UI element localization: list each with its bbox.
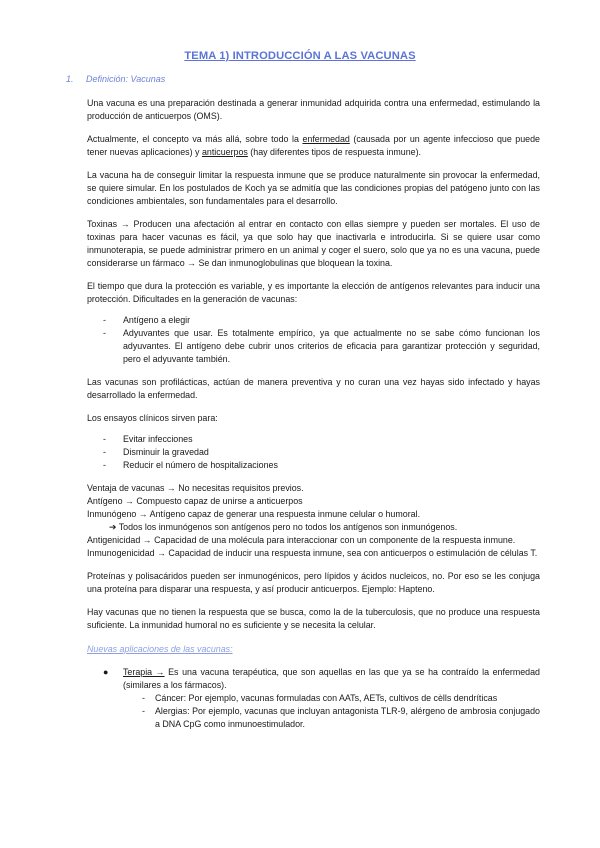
definition-antigeno: Antígeno → Compuesto capaz de unirse a anticuerpos — [87, 496, 303, 506]
section-heading — [66, 73, 540, 86]
therapy-item — [87, 666, 540, 692]
list-item-text: Cáncer: Por ejemplo, vacunas formuladas con AATs, AETs, cultivos de cèlls dendríticas — [155, 693, 498, 703]
text-run: (hay diferentes tipos de respuesta inmune). — [247, 147, 422, 157]
paragraph-definition: Una vacuna es una preparación destinada a generar inmunidad adquirida contra una enfermedad, estimulando la producción de anticuerpos (OMS). — [87, 98, 540, 121]
definitions-block — [87, 482, 540, 560]
list-item-text: Adyuvantes que usar. Es totalmente empírico, ya que actualmente no se sabe cómo funcionan los adyuvantes. El antígeno debe cubrir unos criterios de eficacia para garantizar protección y seguridad, pero el adyuvante también. — [123, 328, 540, 364]
new-applications-heading: Nuevas aplicaciones de las vacunas: — [87, 644, 233, 654]
underlined-term-anticuerpos: anticuerpos — [201, 147, 248, 157]
list-item-text: Reducir el número de hospitalizaciones — [123, 460, 278, 470]
list-item-text: Disminuir la gravedad — [123, 447, 209, 457]
definition-inmunogeno: Inmunógeno → Antígeno capaz de generar una respuesta inmune celular o humoral. — [87, 509, 421, 519]
paragraph-trials-intro: Los ensayos clínicos sirven para: — [87, 413, 218, 423]
paragraph-koch: La vacuna ha de conseguir limitar la respuesta inmune que se produce naturalmente sin provocar la enfermedad, se quiere simular. En los postulados de Koch ya se admitía que las condiciones propias del patógeno junto con las condiciones ambientales, son fundamentales para el desarrollo. — [87, 170, 540, 206]
list-item — [87, 692, 540, 705]
therapy-label: Terapia → — [123, 667, 165, 677]
list-item — [87, 314, 540, 327]
text-run: (causada por un agente infeccioso que puede tener nuevas aplicaciones) y — [87, 134, 540, 157]
definition-ventaja: Ventaja de vacunas → No necesitas requisitos previos. — [87, 483, 304, 493]
list-item — [87, 446, 540, 459]
trials-list — [87, 433, 540, 472]
dash-marker: - — [103, 328, 106, 338]
paragraph-tuberculosis: Hay vacunas que no tienen la respuesta que se busca, como la de la tuberculosis, que no produce una respuesta suficiente. La inmunidad humoral no es suficiente y se necesita la celular. — [87, 607, 540, 630]
paragraph-proteins: Proteínas y polisacáridos pueden ser inmunogénicos, pero lípidos y ácidos nucleicos, no. Por eso se les conjuga una proteína para disparar una respuesta, y así producir anticuerpos. Ejemplo: Hapteno. — [87, 571, 540, 594]
dash-marker: - — [103, 460, 106, 470]
paragraph-protection: El tiempo que dura la protección es variable, y es importante la elección de antígenos relevantes para inducir una protección. Dificultades en la generación de vacunas: — [87, 281, 540, 304]
list-item-text: Alergias: Por ejemplo, vacunas que incluyan antagonista TLR-9, alérgeno de ambrosia conjugado a DNA CpG como inmunoestimulador. — [155, 706, 540, 729]
list-item-text: Antígeno a elegir — [123, 315, 191, 325]
dash-marker: - — [103, 447, 106, 457]
dash-marker: - — [142, 693, 145, 703]
dash-marker: - — [103, 315, 106, 325]
section-number: 1. — [66, 74, 74, 84]
paragraph-concept — [87, 133, 540, 159]
list-item — [87, 705, 540, 731]
difficulties-list — [87, 314, 540, 366]
section-label: Definición: Vacunas — [86, 74, 166, 84]
paragraph-prophylactic: Las vacunas son profilácticas, actúan de manera preventiva y no curan una vez hayas sido infectado y hayas desarrollado la enfermedad. — [87, 377, 540, 400]
therapy-text: Es una vacuna terapéutica, que son aquellas en las que ya se ha contraído la enfermedad (similares a los fármacos). — [123, 667, 540, 690]
underlined-term-enfermedad: enfermedad — [302, 134, 350, 144]
list-item-text: Evitar infecciones — [123, 434, 193, 444]
paragraph-toxinas: Toxinas → Producen una afectación al entrar en contacto con ellas siempre y pueden ser mortales. El uso de toxinas para hacer vacunas es fácil, ya que solo hay que inactivarla e introducirla. Si se quiere usar como inmunoterapia, se puede administrar primero en un animal y coger el suero, solo que ya no es una vacuna, puede considerarse un fármaco → Se dan inmunoglobulinas que bloquean la toxina. — [87, 219, 540, 268]
therapy-sub-list — [87, 692, 540, 731]
list-item — [87, 459, 540, 472]
dash-marker: - — [142, 706, 145, 716]
list-item — [87, 327, 540, 366]
list-item — [87, 433, 540, 446]
dash-marker: - — [103, 434, 106, 444]
bullet-marker: ● — [103, 667, 109, 677]
definition-note: ➔ Todos los inmunógenos son antígenos pero no todos los antígenos son inmunógenos. — [109, 522, 458, 532]
definition-inmunogenicidad: Inmunogenicidad → Capacidad de inducir una respuesta inmune, sea con anticuerpos o estimulación de células T. — [87, 548, 538, 558]
document-title: TEMA 1) INTRODUCCIÓN A LAS VACUNAS — [184, 50, 416, 62]
definition-antigenicidad: Antigenicidad → Capacidad de una molécula para interaccionar con un componente de la respuesta inmune. — [87, 535, 516, 545]
text-run: Actualmente, el concepto va más allá, sobre todo la — [87, 134, 303, 144]
